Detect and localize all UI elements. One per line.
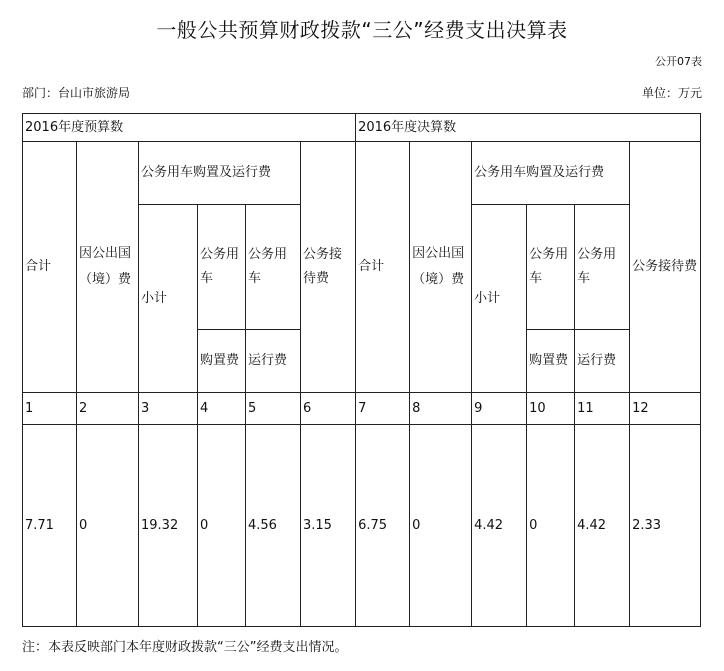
column-number: 1 — [23, 393, 77, 425]
column-number: 4 — [198, 393, 246, 425]
expenditure-table — [22, 113, 701, 627]
budget-reception-value: 3.15 — [301, 425, 356, 627]
budget-operation-fee-header: 运行费 — [246, 330, 301, 393]
final-abroad-header: 因公出国（境）费 — [410, 142, 472, 393]
final-purchase-value: 0 — [527, 425, 575, 627]
page-title: 一般公共预算财政拨款“三公”经费支出决算表 — [156, 18, 568, 42]
column-number: 5 — [246, 393, 301, 425]
budget-subtotal-header: 小计 — [139, 205, 198, 393]
unit-label: 单位：万元 — [641, 86, 702, 100]
final-vehicle-group-header: 公务用车购置及运行费 — [472, 142, 630, 205]
column-number: 9 — [472, 393, 527, 425]
final-vehicle-operation-header: 公务用车 — [575, 205, 630, 330]
final-total-header: 合计 — [356, 142, 410, 393]
final-vehicle-purchase-header: 公务用车 — [527, 205, 575, 330]
column-number: 12 — [630, 393, 701, 425]
form-number: 公开07表 — [655, 55, 702, 68]
footnote: 注：本表反映部门本年度财政拨款“三公”经费支出情况。 — [22, 640, 348, 655]
final-subtotal-value: 4.42 — [472, 425, 527, 627]
column-number: 6 — [301, 393, 356, 425]
final-reception-header: 公务接待费 — [630, 142, 701, 393]
column-number-row — [23, 393, 701, 425]
final-operation-fee-header: 运行费 — [575, 330, 630, 393]
column-number: 7 — [356, 393, 410, 425]
budget-subtotal-value: 19.32 — [139, 425, 198, 627]
budget-purchase-fee-header: 购置费 — [198, 330, 246, 393]
final-operation-value: 4.42 — [575, 425, 630, 627]
budget-vehicle-group-header: 公务用车购置及运行费 — [139, 142, 301, 205]
budget-purchase-value: 0 — [198, 425, 246, 627]
budget-reception-header: 公务接待费 — [301, 142, 356, 393]
budget-header: 2016年度预算数 — [23, 114, 356, 142]
budget-total-header: 合计 — [23, 142, 77, 393]
column-number: 8 — [410, 393, 472, 425]
column-number: 2 — [77, 393, 139, 425]
department-label: 部门：台山市旅游局 — [22, 86, 131, 100]
final-reception-value: 2.33 — [630, 425, 701, 627]
final-header: 2016年度决算数 — [356, 114, 701, 142]
budget-abroad-value: 0 — [77, 425, 139, 627]
budget-vehicle-purchase-header: 公务用车 — [198, 205, 246, 330]
budget-operation-value: 4.56 — [246, 425, 301, 627]
final-total-value: 6.75 — [356, 425, 410, 627]
table-row — [23, 425, 701, 627]
column-number: 3 — [139, 393, 198, 425]
budget-total-value: 7.71 — [23, 425, 77, 627]
final-abroad-value: 0 — [410, 425, 472, 627]
final-purchase-fee-header: 购置费 — [527, 330, 575, 393]
column-number: 11 — [575, 393, 630, 425]
budget-vehicle-operation-header: 公务用车 — [246, 205, 301, 330]
final-subtotal-header: 小计 — [472, 205, 527, 393]
budget-abroad-header: 因公出国（境）费 — [77, 142, 139, 393]
column-number: 10 — [527, 393, 575, 425]
